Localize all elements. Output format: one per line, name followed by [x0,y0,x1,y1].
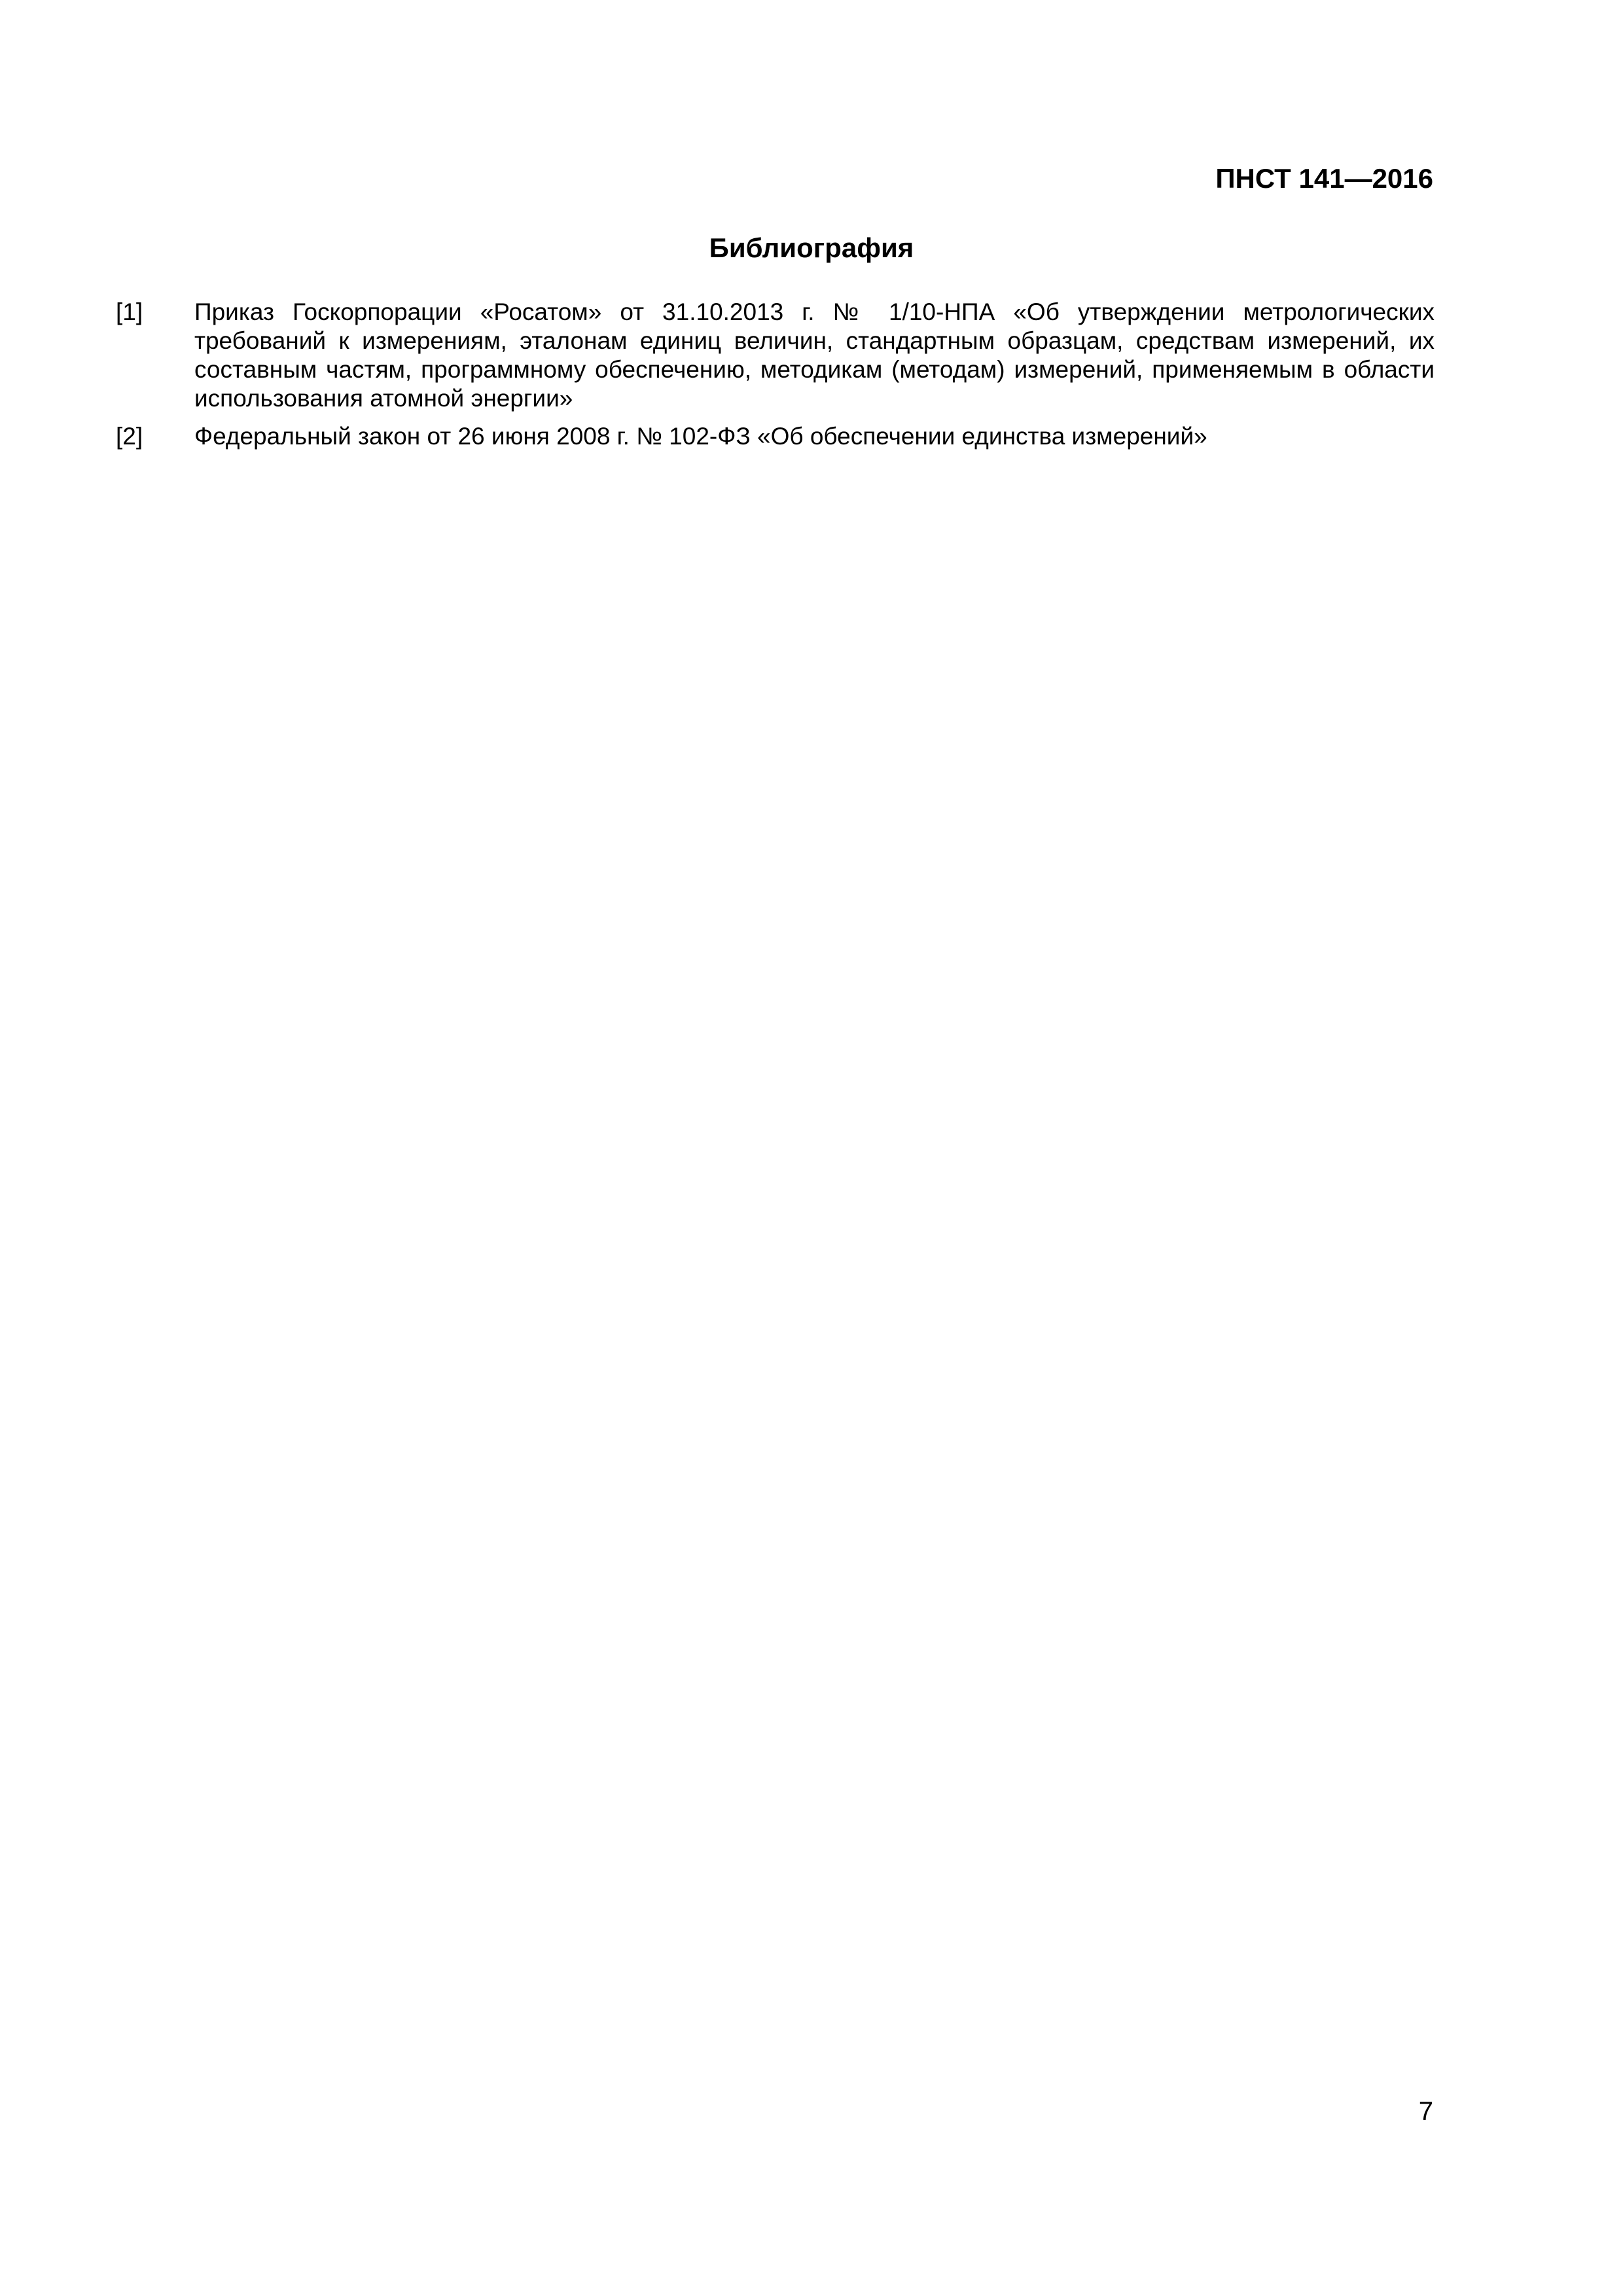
bibliography-entry [116,298,1435,413]
bibliography-entry-number: [1] [116,298,143,325]
document-code: ПНСТ 141—2016 [1215,163,1433,194]
bibliography-entry-text: Федеральный закон от 26 июня 2008 г. № 102-ФЗ «Об обеспечении единства измерений» [194,423,1207,450]
bibliography-list [116,298,1435,460]
bibliography-entry-number: [2] [116,423,143,450]
bibliography-entry [116,422,1435,451]
page-number: 7 [1418,2097,1433,2126]
bibliography-entry-text: Приказ Госкорпорации «Росатом» от 31.10.2013 г. № 1/10-НПА «Об утверждении метрологических требований к измерениям, эталонам единиц величин, стандартным образцам, средствам измерений, их составным частям, программному обеспечению, методикам (методам) измерений, применяемым в области использования атомной энергии» [194,298,1435,412]
page-title: Библиография [709,232,914,263]
